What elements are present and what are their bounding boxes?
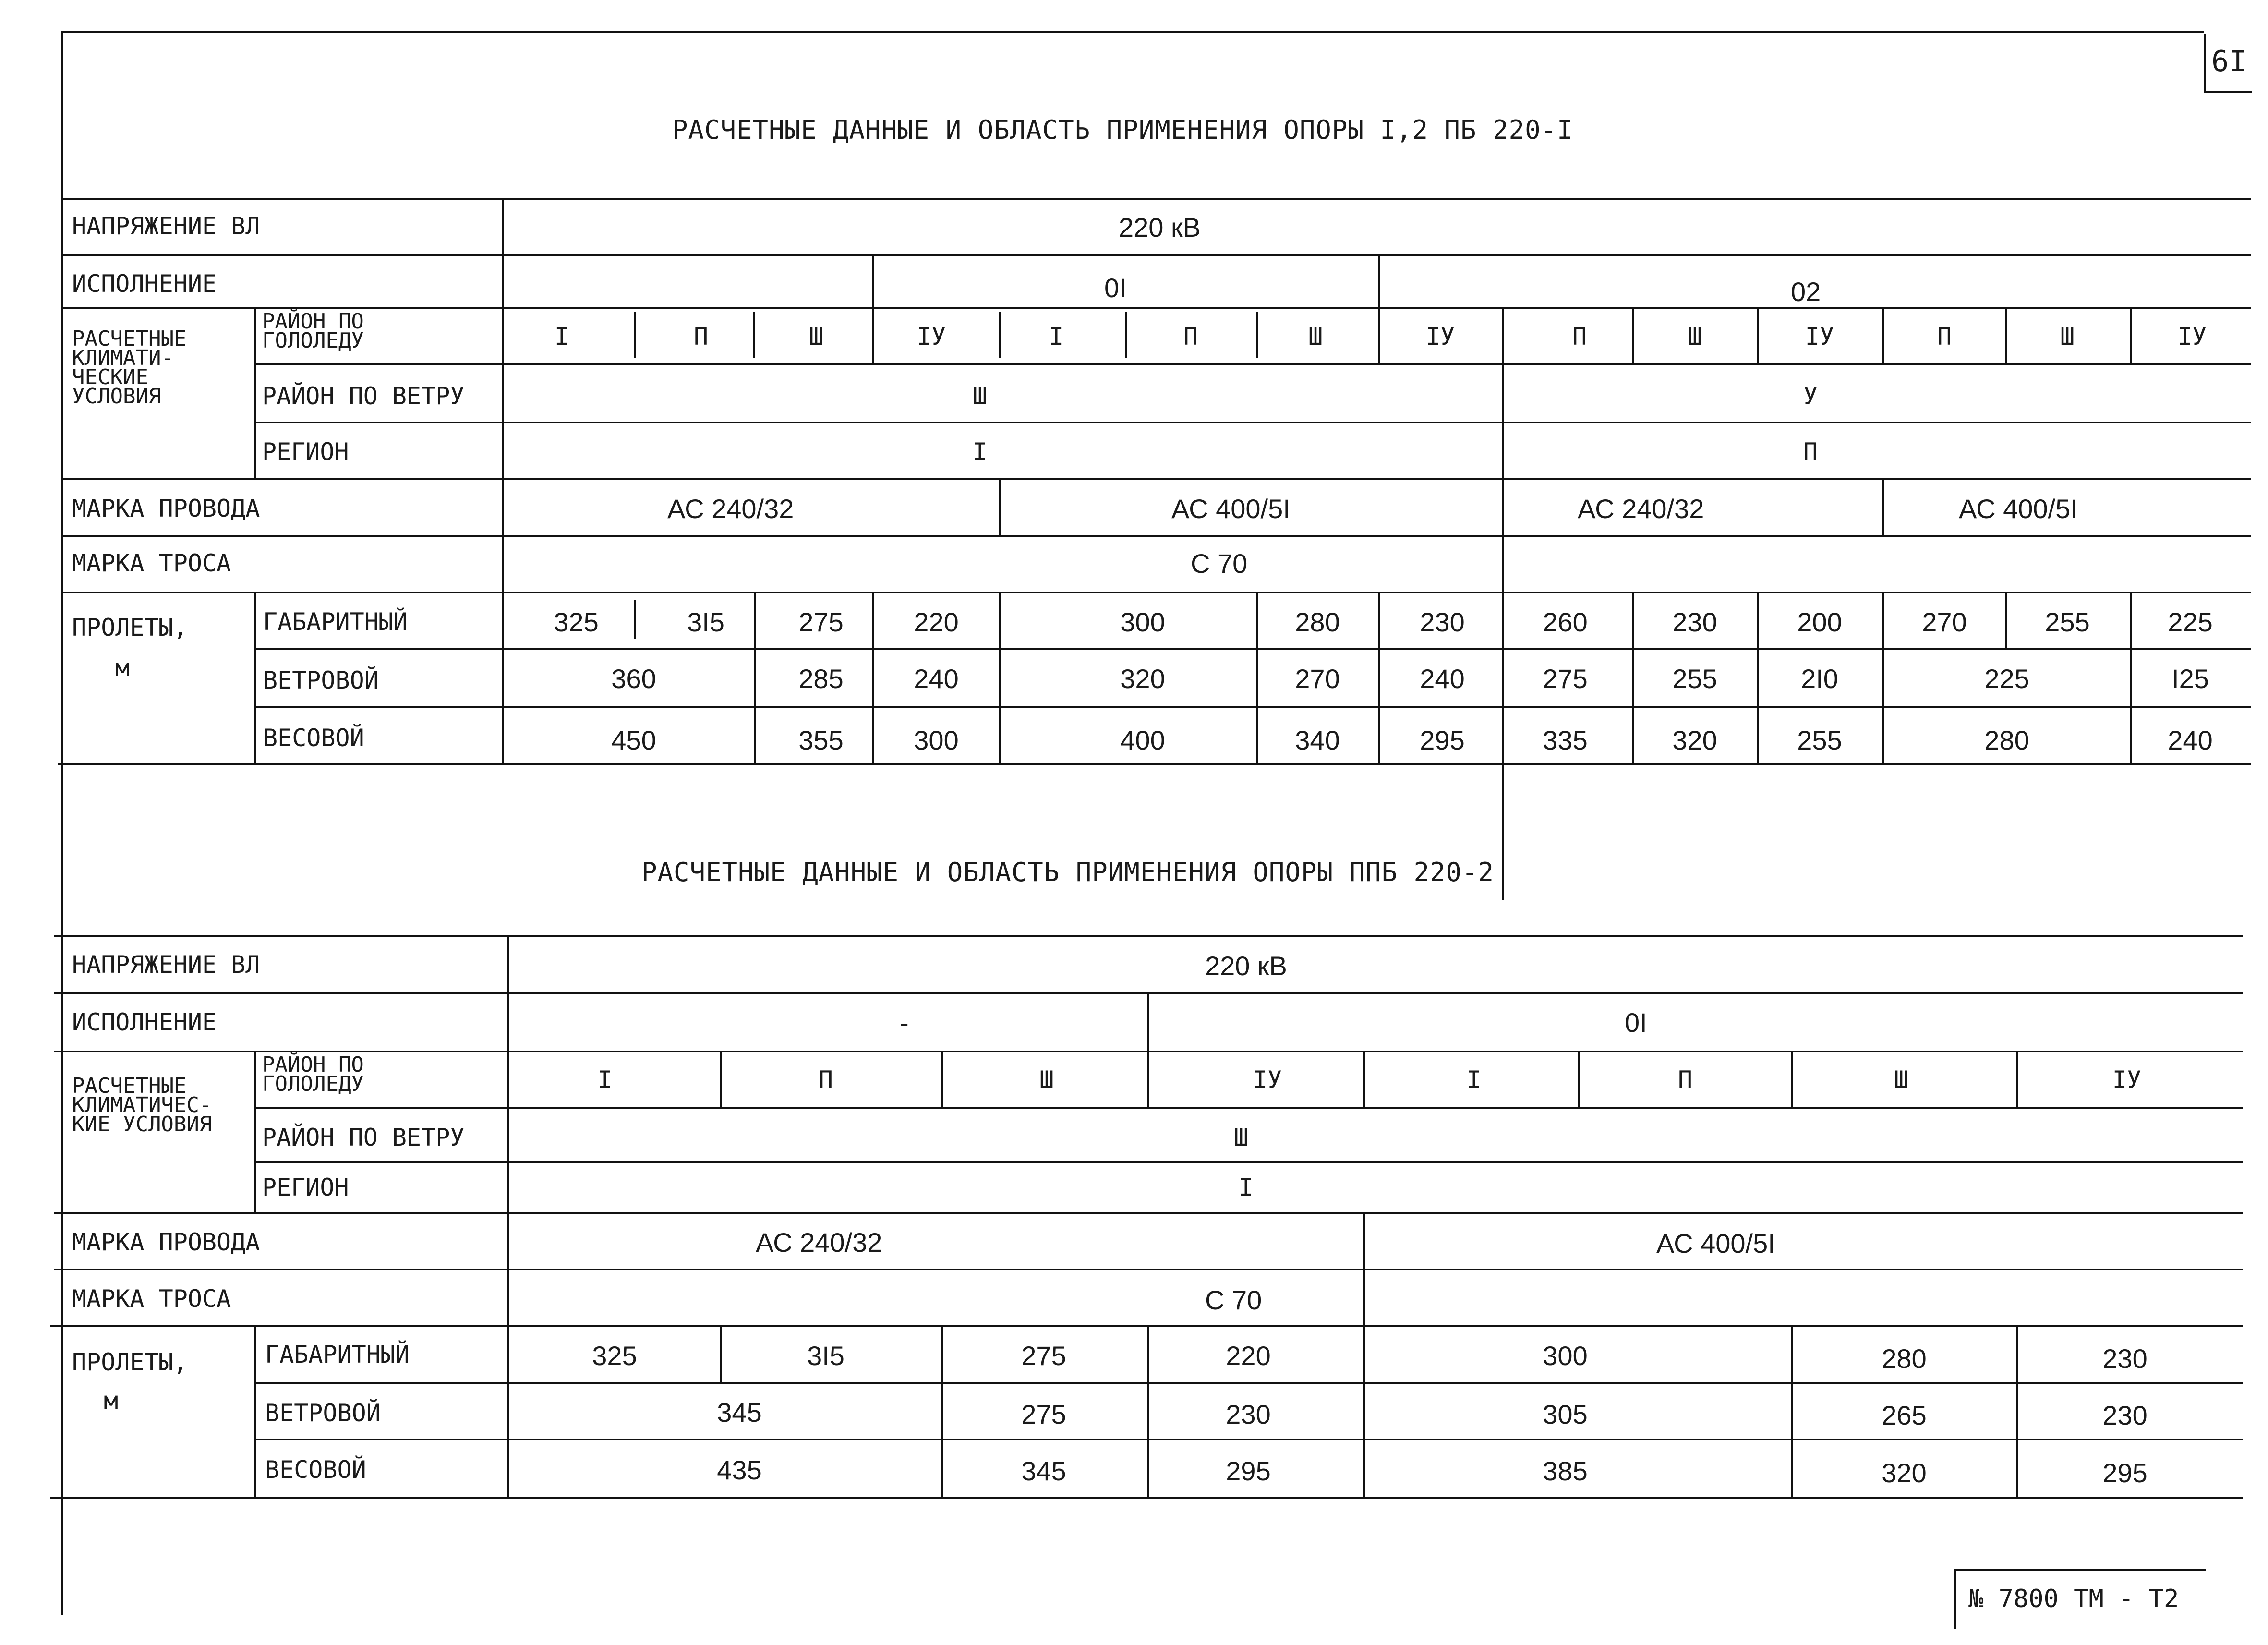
t2-climate-label-2: КЛИМАТИЧЕС- (72, 1093, 212, 1117)
t2-ice-value: Ш (1894, 1066, 1909, 1094)
t2-gab-value: 220 (1226, 1341, 1271, 1371)
t1-wind-span-value: I25 (2171, 664, 2209, 694)
t1-wind-span-value: 240 (1420, 664, 1465, 694)
t1-vline (999, 592, 1001, 763)
t2-vline (254, 1051, 256, 1212)
t1-vline (999, 478, 1001, 535)
t2-vline (1147, 992, 1149, 1107)
t2-line (254, 1439, 2243, 1440)
t2-ice-value: IУ (2112, 1066, 2142, 1094)
t1-wire-value: АС 240/32 (667, 494, 794, 524)
t1-line (61, 535, 2251, 537)
t2-vline (254, 1325, 256, 1497)
t1-gab-value: 3I5 (687, 607, 724, 637)
t1-line (61, 478, 2251, 480)
t2-wind-value: Ш (1234, 1124, 1249, 1151)
t2-vline (1791, 1051, 1793, 1107)
t1-wind-span-value: 240 (914, 664, 959, 694)
t1-vline (1125, 312, 1127, 358)
t2-line (254, 1107, 2243, 1109)
t2-wind-span-value: 230 (1226, 1399, 1271, 1429)
t2-spans-unit: м (104, 1387, 119, 1415)
t1-climate-label-4: УСЛОВИЯ (72, 384, 161, 409)
t2-climate-label-3: КИЕ УСЛОВИЯ (72, 1112, 212, 1137)
t2-ice-value: IУ (1253, 1066, 1282, 1094)
t1-weight-value: 320 (1672, 725, 1717, 755)
t1-weight-value: 450 (611, 725, 656, 755)
t1-gab-value: 255 (2045, 607, 2090, 637)
t1-gab-value: 230 (1672, 607, 1717, 637)
t2-weight-value: 295 (2102, 1458, 2147, 1488)
t2-gab-value: 300 (1543, 1341, 1588, 1371)
t1-vline (1757, 592, 1759, 763)
t1-voltage-label: НАПРЯЖЕНИЕ ВЛ (72, 212, 260, 240)
t1-vline (254, 307, 256, 478)
t1-exec-02: 02 (1791, 277, 1821, 307)
t1-gab-label: ГАБАРИТНЫЙ (263, 608, 408, 636)
t1-region-label: РЕГИОН (262, 438, 349, 466)
t2-ice-label-2: ГОЛОЛЕДУ (262, 1072, 364, 1096)
t2-weight-value: 435 (717, 1455, 762, 1485)
t1-weight-value: 300 (914, 725, 959, 755)
t2-gab-value: 230 (2102, 1343, 2147, 1374)
t1-vline (872, 254, 874, 363)
t1-gab-value: 260 (1543, 607, 1588, 637)
t2-vline (2016, 1325, 2018, 1497)
t1-ice-value: П (1937, 323, 1952, 351)
t1-climate-label-3: ЧЕСКИЕ (72, 365, 148, 389)
t2-gab-value: 325 (592, 1341, 637, 1371)
t1-region-value-1: I (973, 438, 988, 466)
t2-weight-value: 385 (1543, 1456, 1588, 1486)
t1-weight-label: ВЕСОВОЙ (263, 724, 364, 752)
page-number: 6I (2211, 45, 2247, 78)
t1-region-value-2: П (1803, 438, 1818, 466)
t2-wind-label: РАЙОН ПО ВЕТРУ (262, 1124, 465, 1151)
t1-line (254, 706, 2251, 708)
t1-ice-value: I (1049, 323, 1064, 351)
t1-ice-label-2: ГОЛОЛЕДУ (262, 328, 364, 353)
t1-gab-value: 225 (2168, 607, 2213, 637)
t2-gab-value: 280 (1882, 1343, 1927, 1374)
t1-vline (1378, 592, 1380, 763)
t1-vline (1882, 478, 1884, 535)
t1-wind-span-value: 285 (798, 664, 844, 694)
t1-wind-value-1: Ш (973, 382, 988, 410)
t1-exec-01: 0I (1104, 273, 1127, 303)
t1-gab-value: 300 (1120, 607, 1165, 637)
t2-weight-value: 295 (1226, 1456, 1271, 1486)
t1-line (61, 198, 2251, 200)
t1-vline (1632, 592, 1634, 763)
t1-vline (1256, 312, 1258, 358)
t2-climate-label-1: РАСЧЕТНЫЕ (72, 1074, 187, 1098)
t1-gab-value: 275 (798, 607, 844, 637)
t1-ice-label-1: РАЙОН ПО (262, 309, 364, 334)
t2-cable-value: С 70 (1205, 1285, 1262, 1315)
doc-number: № 7800 ТМ - Т2 (1968, 1585, 2179, 1613)
t2-line (50, 1497, 2243, 1499)
t1-vline (1256, 592, 1258, 763)
t1-wire-value: АС 240/32 (1578, 494, 1704, 524)
t1-line (254, 363, 2251, 365)
t1-wind-span-value: 255 (1672, 664, 1717, 694)
t1-line (61, 307, 2251, 309)
t2-vline (1791, 1325, 1793, 1497)
t1-vline (2130, 592, 2132, 763)
t1-vline (1882, 307, 1884, 363)
t2-vline (1578, 1051, 1580, 1107)
t1-ice-value: IУ (1425, 323, 1455, 351)
t2-region-label: РЕГИОН (262, 1173, 349, 1201)
t2-ice-value: П (818, 1066, 833, 1094)
t1-wind-label: РАЙОН ПО ВЕТРУ (262, 382, 465, 410)
t2-voltage-label: НАПРЯЖЕНИЕ ВЛ (72, 951, 260, 979)
table1-title: РАСЧЕТНЫЕ ДАННЫЕ И ОБЛАСТЬ ПРИМЕНЕНИЯ ОПОРЫ I,2 ПБ 220-I (672, 115, 1573, 145)
t2-ice-value: П (1677, 1066, 1693, 1094)
t2-line (254, 1382, 2243, 1384)
t2-line (54, 935, 2243, 937)
t1-gab-value: 230 (1420, 607, 1465, 637)
t1-line (254, 648, 2251, 650)
t1-ice-value: I (554, 323, 569, 351)
t1-weight-value: 335 (1543, 725, 1588, 755)
t2-gab-label: ГАБАРИТНЫЙ (265, 1341, 410, 1368)
t2-wind-span-value: 305 (1543, 1399, 1588, 1429)
t1-cable-label: МАРКА ТРОСА (72, 549, 231, 577)
t2-vline (1147, 1325, 1149, 1497)
t1-weight-value: 340 (1295, 725, 1340, 755)
t1-vline (754, 592, 756, 763)
t2-line (254, 1161, 2243, 1163)
sheet-top-border (62, 31, 2204, 33)
t2-region-value: I (1239, 1173, 1254, 1201)
t1-vline (2005, 592, 2007, 648)
t1-wind-span-label: ВЕТРОВОЙ (263, 666, 379, 694)
t1-weight-value: 400 (1120, 725, 1165, 755)
t1-gab-value: 200 (1797, 607, 1842, 637)
t2-wind-span-value: 275 (1021, 1399, 1066, 1429)
t1-vline (502, 198, 504, 764)
t1-weight-value: 240 (2168, 725, 2213, 755)
t1-cable-value: С 70 (1191, 548, 1248, 579)
t1-weight-value: 355 (798, 725, 844, 755)
t2-ice-value: I (1466, 1066, 1482, 1094)
t2-weight-value: 345 (1021, 1456, 1066, 1486)
t1-ice-value: Ш (1687, 323, 1702, 351)
t1-wind-span-value: 320 (1120, 664, 1165, 694)
t1-vline (1378, 254, 1380, 363)
t2-wind-span-label: ВЕТРОВОЙ (265, 1399, 381, 1427)
t1-vline (2005, 307, 2007, 363)
t1-wind-span-value: 270 (1295, 664, 1340, 694)
t1-wind-span-value: 360 (611, 664, 656, 694)
t2-vline (1363, 1212, 1365, 1498)
t2-vline (507, 935, 509, 1498)
t2-exec-01: 0I (1625, 1007, 1647, 1038)
t2-vline (1363, 1051, 1365, 1107)
t2-gab-value: 3I5 (807, 1341, 844, 1371)
t1-vline (753, 312, 755, 358)
t2-vline (941, 1051, 943, 1107)
t1-ice-value: IУ (917, 323, 946, 351)
t1-ice-value: Ш (808, 323, 824, 351)
t2-weight-label: ВЕСОВОЙ (265, 1456, 366, 1484)
t1-ice-value: Ш (2060, 323, 2075, 351)
t1-gab-value: 220 (914, 607, 959, 637)
t1-vline (1632, 307, 1634, 363)
t2-line (50, 1325, 2243, 1327)
t2-vline (720, 1051, 722, 1107)
t1-ice-value: IУ (2177, 323, 2207, 351)
t1-exec-label: ИСПОЛНЕНИЕ (72, 270, 217, 298)
t2-weight-value: 320 (1882, 1458, 1927, 1488)
t1-vline (872, 592, 874, 763)
t1-ice-value: П (1183, 323, 1198, 351)
t1-voltage-value: 220 кВ (1119, 212, 1201, 242)
t1-wind-span-value: 2I0 (1801, 664, 1838, 694)
t1-weight-value: 255 (1797, 725, 1842, 755)
t1-gab-value: 270 (1922, 607, 1967, 637)
t2-line (54, 1269, 2243, 1270)
t1-vline (634, 312, 636, 358)
t1-line (61, 254, 2251, 256)
t2-spans-label: ПРОЛЕТЫ, (72, 1348, 188, 1376)
t2-wind-span-value: 345 (717, 1397, 762, 1427)
t1-ice-value: IУ (1805, 323, 1834, 351)
t1-vline (1882, 592, 1884, 763)
t1-climate-label-1: РАСЧЕТНЫЕ (72, 327, 187, 351)
t2-cable-label: МАРКА ТРОСА (72, 1285, 231, 1313)
t2-wire-value: АС 240/32 (756, 1227, 882, 1258)
t2-ice-value: I (597, 1066, 613, 1094)
t1-wind-span-value: 225 (1984, 664, 2029, 694)
t2-vline (720, 1325, 722, 1382)
t1-vline (2130, 307, 2132, 363)
t1-wire-value: АС 400/5I (1959, 494, 2078, 524)
t2-vline (2016, 1051, 2018, 1107)
t2-ice-label-1: РАЙОН ПО (262, 1052, 364, 1077)
t1-wire-value: АС 400/5I (1171, 494, 1291, 524)
sheet-left-border (61, 31, 63, 1615)
t1-gab-value: 325 (554, 607, 599, 637)
t1-vline (254, 592, 256, 763)
t2-wind-span-value: 230 (2102, 1400, 2147, 1430)
t2-gab-value: 275 (1021, 1341, 1066, 1371)
t1-ice-value: Ш (1308, 323, 1323, 351)
t1-vline (1502, 307, 1504, 900)
t1-weight-value: 295 (1420, 725, 1465, 755)
t1-vline (999, 312, 1001, 358)
t1-gab-value: 280 (1295, 607, 1340, 637)
t1-vline (634, 600, 636, 639)
t1-line (254, 422, 2251, 423)
t2-wire-value: АС 400/5I (1656, 1228, 1775, 1258)
t1-line (61, 592, 2251, 593)
t1-spans-label: ПРОЛЕТЫ, (72, 614, 188, 641)
table2-title: РАСЧЕТНЫЕ ДАННЫЕ И ОБЛАСТЬ ПРИМЕНЕНИЯ ОПОРЫ ППБ 220-2 (641, 857, 1495, 887)
t2-ice-value: Ш (1039, 1066, 1054, 1094)
t2-wire-label: МАРКА ПРОВОДА (72, 1228, 260, 1256)
t1-ice-value: П (1572, 323, 1587, 351)
t2-exec-dash: - (900, 1007, 909, 1038)
t1-line (58, 763, 2251, 765)
t2-voltage-value: 220 кВ (1205, 951, 1287, 981)
t1-ice-value: П (693, 323, 709, 351)
t2-line (54, 1212, 2243, 1214)
t2-vline (941, 1325, 943, 1497)
t1-wind-span-value: 275 (1543, 664, 1588, 694)
t1-wire-label: МАРКА ПРОВОДА (72, 495, 260, 522)
t2-wind-span-value: 265 (1882, 1400, 1927, 1430)
t1-wind-value-2: У (1803, 382, 1818, 410)
t1-weight-value: 280 (1984, 725, 2029, 755)
t1-vline (1757, 307, 1759, 363)
t1-climate-label-2: КЛИМАТИ- (72, 346, 174, 370)
t2-exec-label: ИСПОЛНЕНИЕ (72, 1008, 217, 1036)
t1-spans-unit: м (115, 654, 130, 682)
